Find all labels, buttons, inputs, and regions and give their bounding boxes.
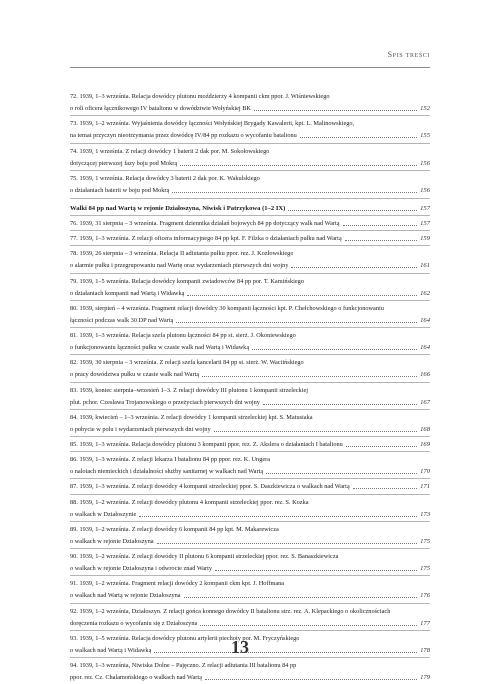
toc-entry-line xyxy=(70,397,430,408)
dot-leader xyxy=(176,315,417,323)
toc-entry-line xyxy=(70,330,430,341)
toc-entry-text: na temat przyczyn nieotrzymania przez dowódcę IV/84 pp rozkazu o wycofaniu batalionu xyxy=(70,132,297,140)
toc-entry-line xyxy=(70,412,430,423)
toc-entry-text: 81. 1939, 1–3 września. Relacja szefa plutonu łączności 84 pp st. sierż. J. Okoniewskiego xyxy=(70,332,296,339)
toc-entry-line xyxy=(70,218,430,229)
toc-entry-text: 75. 1939, 1 września. Relacja dowódcy 3 baterii 2 dak por. K. Wakulskiego xyxy=(70,174,260,182)
toc-page-number: 178 xyxy=(420,646,430,654)
toc-entry-text: łączności podczas walk 30 DP nad Wartą xyxy=(70,316,174,324)
toc-entry-line xyxy=(70,91,430,102)
dot-leader xyxy=(252,342,417,350)
entry-separator-rule xyxy=(70,603,430,604)
toc-entry-line xyxy=(70,466,430,477)
header-rule xyxy=(70,67,430,68)
toc-entry-text: 92. 1939, 1–2 września, Działoszyn. Z relacji gońca konnego dowódcy II batalionu strz. rez. A. Klepackiego o okolicznościach xyxy=(70,607,391,615)
toc-entry-line xyxy=(70,536,430,547)
entry-separator-rule xyxy=(70,575,430,576)
dot-leader xyxy=(214,424,418,432)
toc-entry-text: o pracy dowództwa pułku w czasie walk nad Wartą xyxy=(70,371,200,379)
toc-entry-text: o walkach nad Wartą i Widawką xyxy=(70,646,152,654)
toc-entry-text: plut. pchor. Czesława Trojanowskiego o przeżyciach pierwszych dni wojny xyxy=(70,398,260,406)
toc-entry-text: 79. 1939, 1–5 września. Relacja dowódcy kompanii zwiadowców 84 pp por. T. Kamińskiego xyxy=(70,277,304,285)
toc-page-number: 157 xyxy=(420,220,430,227)
dot-leader xyxy=(346,439,417,447)
entry-separator-rule xyxy=(70,300,430,301)
toc-entry-text: o walkach w rejonie Działoszyna i odwrocie znad Warty xyxy=(70,565,213,573)
toc-entry-text: o pobycie w polu i wydarzeniach pierwszych dni wojny xyxy=(70,425,211,433)
toc-entry-line xyxy=(70,369,430,380)
toc-page-number: 170 xyxy=(420,468,430,476)
toc-page-number: 169 xyxy=(420,441,430,448)
entry-separator-rule xyxy=(70,494,430,495)
toc-page-number: 166 xyxy=(420,371,430,379)
toc-page-number: 157 xyxy=(420,204,430,212)
toc-entry-line xyxy=(70,590,430,601)
entry-separator-rule xyxy=(70,198,430,199)
toc-page-number: 175 xyxy=(420,565,430,573)
entry-separator-rule xyxy=(70,327,430,328)
toc-entry-text: 90. 1939, 1–2 września. Z relacji dowódcy II plutonu 6 kompanii strzeleckiej ppor. rez. S. Banaszkiewicza xyxy=(70,553,339,560)
dot-leader xyxy=(139,509,417,517)
toc-page-number: 171 xyxy=(420,483,430,491)
toc-page-number: 152 xyxy=(420,105,430,113)
toc-entry-text: 82. 1939, 30 sierpnia – 3 września. Z relacji szefa kancelarii 84 pp st. sierż. W. Waciińskiego xyxy=(70,359,304,367)
toc-entry-text: 84. 1939, kwiecień – 1–3 września. Z relacji dowódcy 1 kompanii strzeleckiej kpt. S. Matusiaka xyxy=(70,413,313,421)
toc-entry-text: o roli oficera łącznikowego IV batalionu w dowództwie Wołyńskiej BK xyxy=(70,105,251,113)
dot-leader xyxy=(291,260,417,268)
toc-entry-text: 94. 1939, 1–3 września, Niwiska Dolne – Pajęczno. Z relacji adiutanta III batalionu 84 pp xyxy=(70,662,297,669)
toc-page-number: 164 xyxy=(420,344,430,352)
toc-entry-line xyxy=(70,130,430,141)
toc-entry-line xyxy=(70,618,430,629)
toc-entry-line xyxy=(70,524,430,535)
toc-entry-text: 85. 1939, 1–3 września. Relacja dowódcy plutonu 3 kompanii ppor. rez. Z. Akslera o działaniach I batalionu xyxy=(70,441,343,448)
toc-entry-line xyxy=(70,315,430,326)
entry-separator-rule xyxy=(70,382,430,383)
toc-entry-line xyxy=(70,672,430,683)
toc-entry-line xyxy=(70,509,430,520)
toc-entry-text: o funkcjonowaniu łączności pułku w czasie walk nad Wartą i Widawką xyxy=(70,344,250,352)
toc-entry-line xyxy=(70,248,430,259)
dot-leader xyxy=(353,481,417,489)
toc-entry-line xyxy=(70,439,430,450)
toc-page-number: 176 xyxy=(420,592,430,600)
toc-entry-line xyxy=(70,233,430,244)
page-number: 13 xyxy=(231,637,249,657)
toc-entry-text: o walkach w rejonie Działoszyna xyxy=(70,537,154,545)
entry-separator-rule xyxy=(70,170,430,171)
dot-leader xyxy=(215,563,417,571)
toc-page-number: 164 xyxy=(420,316,430,324)
dot-leader xyxy=(345,233,417,241)
toc-entry-text: o walkach w Działoszynie xyxy=(70,510,137,518)
toc-entry-line xyxy=(70,578,430,589)
toc-entry-text: o działaniach baterii w boju pod Mokrą xyxy=(70,186,170,194)
toc-entry-line xyxy=(70,385,430,396)
toc-entry-line xyxy=(70,357,430,368)
toc-entry-text: o działaniach kompanii nad Wartą i Widawką xyxy=(70,289,185,297)
toc-entry-text: 72. 1939, 1–3 września. Relacja dowódcy plutonu moździerzy 4 kompanii ckm ppor. J. Wiśniewskiego xyxy=(70,93,330,100)
toc-entry-text: 76. 1939, 31 sierpnia – 3 września. Fragment dziennika działań bojowych 84 pp dotyczący walk nad Wartą xyxy=(70,220,340,227)
toc-entry-text: 86. 1939, 1–3 września. Z relacji lekarza I batalionu 84 pp ppor. rez. K. Ungera xyxy=(70,456,271,464)
dot-leader xyxy=(254,103,417,111)
dot-leader xyxy=(205,672,417,680)
toc-entry-line xyxy=(70,481,430,492)
entry-separator-rule xyxy=(70,354,430,355)
toc-page-number: 155 xyxy=(420,132,430,140)
toc-entry-line xyxy=(70,454,430,465)
toc-page-number: 167 xyxy=(420,398,430,406)
toc-entry-text: 87. 1939, 1–3 września. Z relacji dowódcy 4 kompanii strzeleckiej ppor. S. Daszkiewicza o walkach nad Wartą xyxy=(70,483,350,491)
toc-page-number: 179 xyxy=(420,674,430,682)
toc-entry-line xyxy=(70,288,430,299)
toc-entry-line xyxy=(70,606,430,617)
toc-page-number: 159 xyxy=(420,235,430,243)
toc-entry-line xyxy=(70,260,430,271)
toc-entry-line xyxy=(70,146,430,157)
toc-entry-text: 74. 1939, 1 września. Z relacji dowódcy 1 baterii 2 dak por. M. Sokołowskiego xyxy=(70,147,270,155)
section-heading-rule xyxy=(70,215,430,216)
running-head: Spis treści xyxy=(387,50,430,59)
dot-leader xyxy=(288,203,417,211)
entry-separator-rule xyxy=(70,436,430,437)
toc-entry-line xyxy=(70,342,430,353)
toc-entry-text: o walkach nad Wartą w rejonie Działoszyna xyxy=(70,592,181,600)
toc-entry-text: 83. 1939, koniec sierpnia–wrzesień 1–3. Z relacji dowódcy III plutonu 1 kompanii strzeleckiej xyxy=(70,386,308,394)
entry-separator-rule xyxy=(70,115,430,116)
toc-entry-line xyxy=(70,563,430,574)
dot-leader xyxy=(184,590,418,598)
toc-entry-line xyxy=(70,173,430,184)
toc-entry-text: o nalotach niemieckich i działalności służby sanitarnej w walkach nad Wartą xyxy=(70,468,264,476)
toc-section-heading xyxy=(70,203,430,214)
toc-entry-text: Walki 84 pp nad Wartą w rejonie Działoszyna, Niwisk i Patrzykowa (1–2 IX) xyxy=(70,204,286,212)
toc-entry-text: 89. 1939, 1–2 września. Z relacji dowódcy 6 kompanii 84 pp kpt. M. Makarewicza xyxy=(70,525,279,533)
entry-separator-rule xyxy=(70,478,430,479)
toc-page-number: 162 xyxy=(420,289,430,297)
toc-entry-line xyxy=(70,276,430,287)
toc-entry-text: 73. 1939, 1–2 września. Wyjaśnienia dowódcy łączności Wołyńskiej Brygady Kawalerii, kpt. L. Malinowskiego, xyxy=(70,120,355,128)
toc-page-number: 177 xyxy=(420,619,430,627)
dot-leader xyxy=(266,466,417,474)
entry-separator-rule xyxy=(70,273,430,274)
toc-entry-line xyxy=(70,185,430,196)
toc-entry-text: o alarmie pułku i przegrupowaniu nad Wartę oraz wydarzeniach pierwszych dni wojny xyxy=(70,262,289,270)
entry-separator-rule xyxy=(70,245,430,246)
toc-entry-text: doręczenia rozkazu o wycofaniu się z Działoszyna xyxy=(70,619,198,627)
entry-separator-rule xyxy=(70,230,430,231)
dot-leader xyxy=(263,397,417,405)
toc-page-number: 156 xyxy=(420,186,430,194)
toc-page-number: 173 xyxy=(420,510,430,518)
toc-page-number: 161 xyxy=(420,262,430,270)
toc-entry-text: 77. 1939, 1–3 września. Z relacji oficera informacyjnego 84 pp kpt. F. Filzka o działaniach pułku nad Wartą xyxy=(70,235,342,243)
toc-entry-line xyxy=(70,660,430,671)
toc-page-number: 168 xyxy=(420,425,430,433)
toc-entry-line xyxy=(70,424,430,435)
toc-entry-line xyxy=(70,303,430,314)
toc-entry-text: 88. 1939, 1–2 września. Z relacji dowódcy plutonu 4 kompanii strzeleckiej ppor. rez. S. Kozka xyxy=(70,498,309,506)
dot-leader xyxy=(187,288,417,296)
toc-entry-text: 78. 1939, 26 sierpnia – 3 września. Relacja II adiutanta pułku ppor. rez. J. Kozłowskiego xyxy=(70,250,294,258)
table-of-contents xyxy=(70,91,430,684)
toc-entry-line xyxy=(70,103,430,114)
toc-page-number: 175 xyxy=(420,537,430,545)
dot-leader xyxy=(300,130,417,138)
dot-leader xyxy=(343,218,418,226)
entry-separator-rule xyxy=(70,409,430,410)
toc-page-number: 156 xyxy=(420,159,430,167)
toc-entry-text: 80. 1939, sierpień – 4 września. Fragment relacji dowódcy 30 kompanii łączności kpt. P. Chełchowskiego o funkcjonowaniu xyxy=(70,304,384,312)
toc-entry-text: ppor. rez. Cz. Chalamońskiego o walkach nad Wartą xyxy=(70,674,202,682)
entry-separator-rule xyxy=(70,451,430,452)
entry-separator-rule xyxy=(70,521,430,522)
dot-leader xyxy=(180,158,417,166)
toc-entry-line xyxy=(70,158,430,169)
dot-leader xyxy=(172,185,417,193)
entry-separator-rule xyxy=(70,548,430,549)
dot-leader xyxy=(157,536,418,544)
entry-separator-rule xyxy=(70,143,430,144)
toc-entry-text: 91. 1939, 1–2 września. Fragment relacji dowódcy 2 kompanii ckm kpt. J. Hoffmana xyxy=(70,580,285,588)
toc-entry-line xyxy=(70,551,430,562)
toc-entry-line xyxy=(70,497,430,508)
toc-entry-line xyxy=(70,118,430,129)
dot-leader xyxy=(202,369,417,377)
toc-entry-text: 93. 1939, 1–5 września. Relacja dowódcy plutonu artylerii piechoty por. M. Fryczyńskiego xyxy=(70,634,300,642)
entry-separator-rule xyxy=(70,630,430,631)
toc-entry-text: dotyczącej pierwszej fazy boju pod Mokrą xyxy=(70,159,178,167)
dot-leader xyxy=(200,618,417,626)
